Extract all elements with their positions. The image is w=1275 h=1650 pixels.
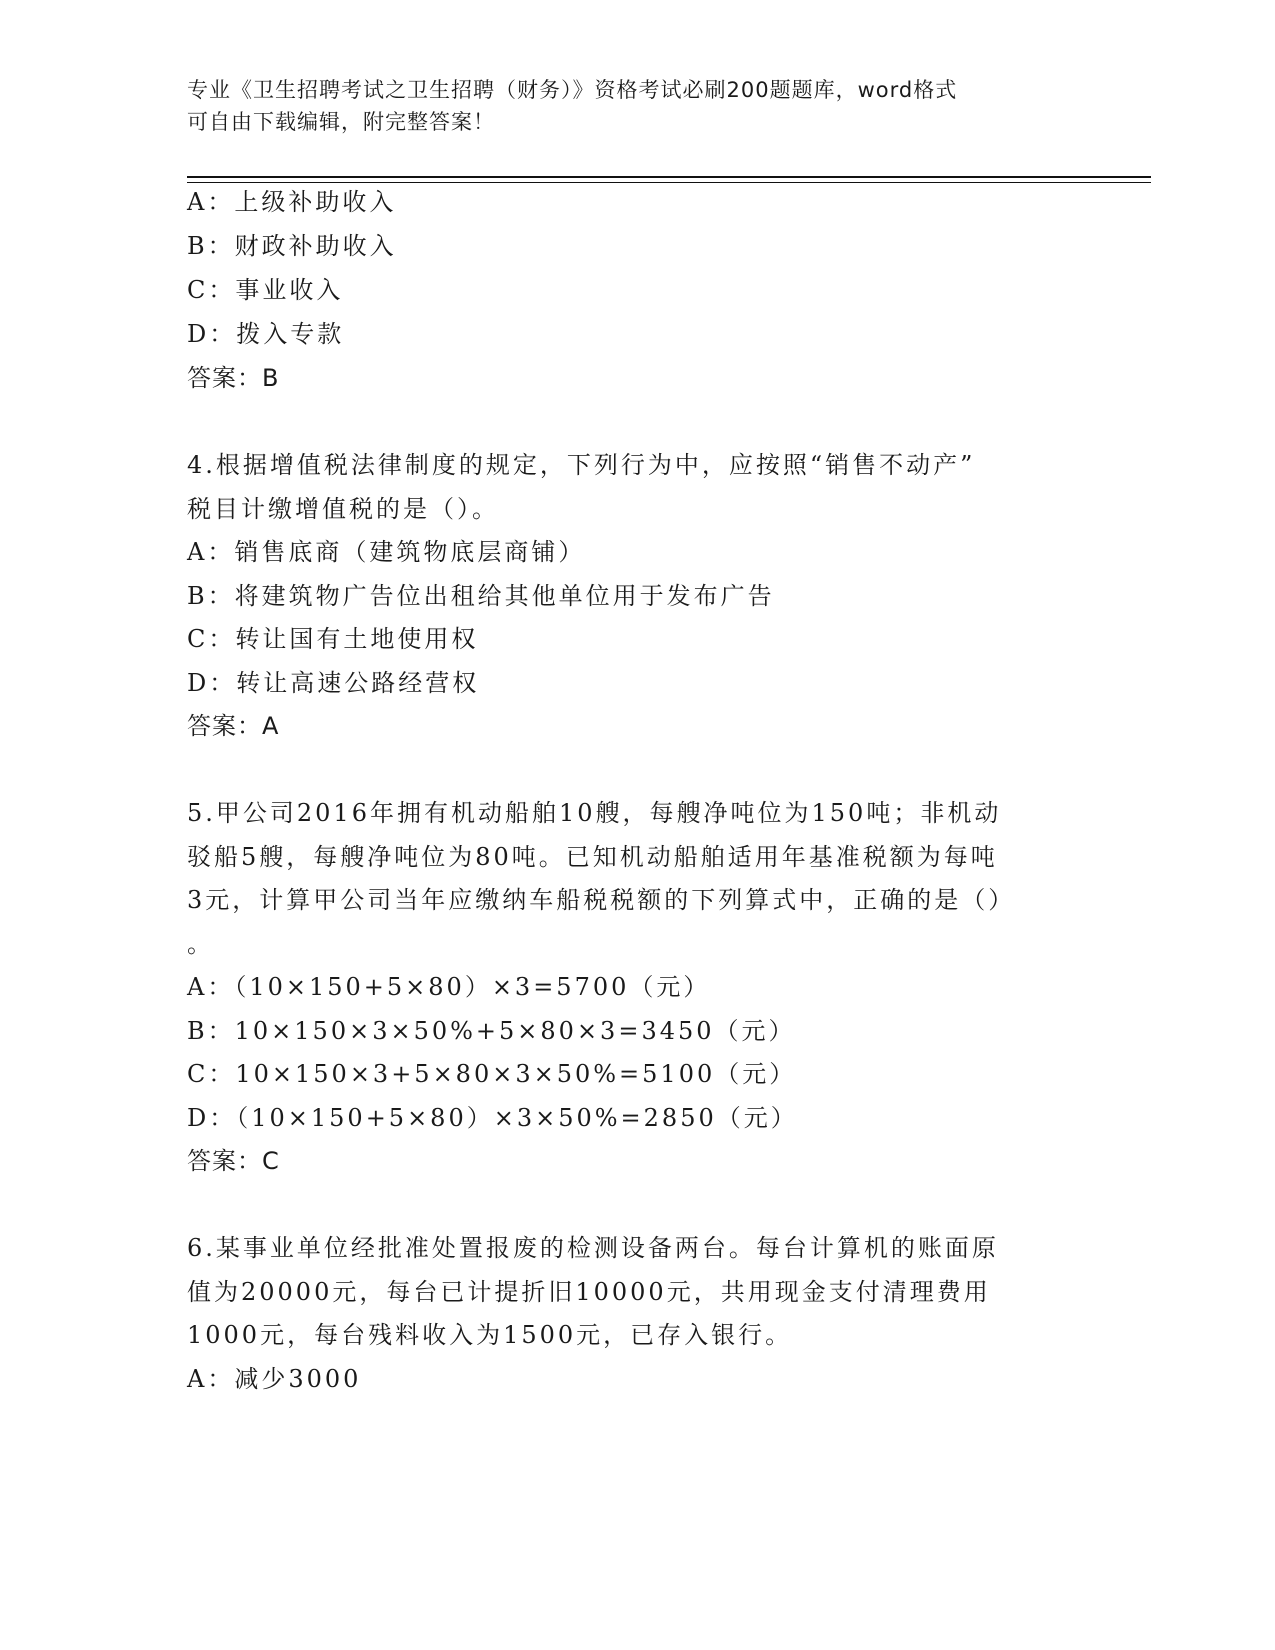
q5-option-a: A：（10×150+5×80）×3=5700（元） [187,973,711,1001]
q3-answer: 答案：B [187,364,280,392]
q5-option-b: B：10×150×3×50%+5×80×3=3450（元） [187,1017,796,1045]
q5-answer: 答案：C [187,1147,280,1175]
q4-option-c: C：转让国有土地使用权 [187,625,479,653]
q4-option-d: D：转让高速公路经营权 [187,669,480,697]
q5-stem-line-1: 5.甲公司2016年拥有机动船舶10艘，每艘净吨位为150吨；非机动 [187,799,1002,827]
header-line-1: 专业《卫生招聘考试之卫生招聘（财务）》资格考试必刷200题题库，word格式 [187,78,958,102]
q4-answer: 答案：A [187,712,280,740]
q3-option-b: B：财政补助收入 [187,232,397,260]
document-header [187,74,1067,138]
q5-option-c: C：10×150×3+5×80×3×50%=5100（元） [187,1060,797,1088]
q5-option-d: D：（10×150+5×80）×3×50%=2850（元） [187,1104,798,1132]
q3-option-a: A：上级补助收入 [187,188,397,216]
q6-stem-line-2: 值为20000元，每台已计提折旧10000元，共用现金支付清理费用 [187,1278,991,1306]
q3-option-c: C：事业收入 [187,276,344,304]
q4-stem-line-1: 4.根据增值税法律制度的规定，下列行为中，应按照“销售不动产” [187,451,976,479]
header-divider-thick [187,176,1151,178]
q4-option-a: A：销售底商（建筑物底层商铺） [187,538,586,566]
q5-stem-line-4: 。 [187,930,214,958]
q4-option-b: B：将建筑物广告位出租给其他单位用于发布广告 [187,582,775,610]
q6-stem-line-3: 1000元，每台残料收入为1500元，已存入银行。 [187,1321,793,1349]
q6-option-a: A：减少3000 [187,1365,362,1393]
q5-stem-line-2: 驳船5艘，每艘净吨位为80吨。已知机动船舶适用年基准税额为每吨 [187,843,998,871]
header-line-2: 可自由下载编辑，附完整答案！ [187,110,495,134]
q5-stem-line-3: 3元，计算甲公司当年应缴纳车船税税额的下列算式中，正确的是（） [187,886,1016,914]
q3-option-d: D：拨入专款 [187,320,345,348]
q6-stem-line-1: 6.某事业单位经批准处置报废的检测设备两台。每台计算机的账面原 [187,1234,999,1262]
header-divider-thin [187,182,1151,183]
q4-stem-line-2: 税目计缴增值税的是（）。 [187,495,499,523]
